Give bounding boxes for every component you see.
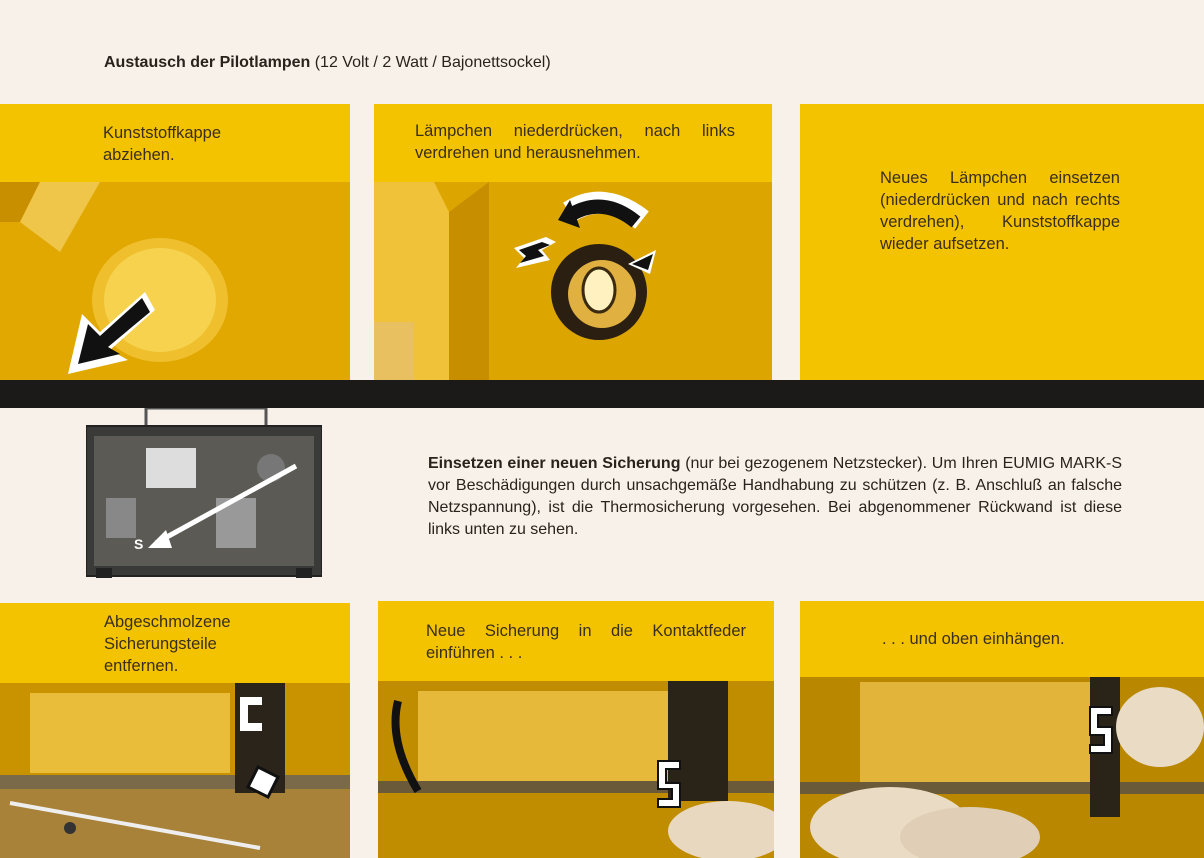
step-caption: Neues Lämpchen einsetzen (niederdrücken und nach rechts verdrehen), Kunststoffkappe wieder aufsetzen. [880,169,1120,253]
device-back-photo [86,408,322,582]
fuse-heading: Einsetzen einer neuen Sicherung [428,455,681,472]
step-caption: Neue Sicherung in die Kontaktfeder einführen . . . [426,622,746,662]
fuse-instructions [428,453,1122,541]
photo-fuse-insert [378,681,774,858]
step-caption: Lämpchen niederdrücken, nach links verdrehen und herausnehmen. [415,122,735,162]
photo-fuse-hook [800,677,1204,858]
title-bold: Austausch der Pilotlampen [104,54,311,71]
fuse-removal-illustration [0,683,350,858]
fuse-body: Um Ihren EUMIG MARK-S vor Beschädigungen durch unsachgemäße Handhabung zu schützen (z. B. Anschluß an falsche Netzspannung), ist die Thermosicherung vorgesehen. Bei abgenommener Rückwand ist diese links unten zu sehen. [428,455,1123,538]
step-panel-remove-fuse [0,603,350,858]
photo-cap-removal [0,182,350,389]
title-spec: (12 Volt / 2 Watt / Bajonettsockel) [314,54,551,71]
step-caption: Abgeschmolzene Sicherungsteile entfernen. [104,613,231,675]
divider-bar [0,380,1204,408]
fuse-hook-illustration [800,677,1204,858]
photo-bulb-removal [374,182,772,389]
step-panel-insert-fuse [378,601,774,858]
step-panel-remove-cap [0,104,350,389]
photo-fuse-removal [0,683,350,858]
step-panel-insert-bulb [800,104,1204,380]
step-caption: . . . und oben einhängen. [882,630,1065,648]
step-panel-hook-fuse [800,601,1204,858]
step-caption: Kunststoffkappe abziehen. [103,124,222,164]
cap-illustration [0,182,350,389]
fuse-marker-label: S [134,536,144,552]
bulb-illustration [374,182,772,389]
page-title [104,54,551,72]
fuse-heading-note: (nur bei gezogenem Netzstecker). [685,455,928,472]
fuse-insert-illustration [378,681,774,858]
device-illustration [86,408,322,582]
step-panel-remove-bulb [374,104,772,389]
